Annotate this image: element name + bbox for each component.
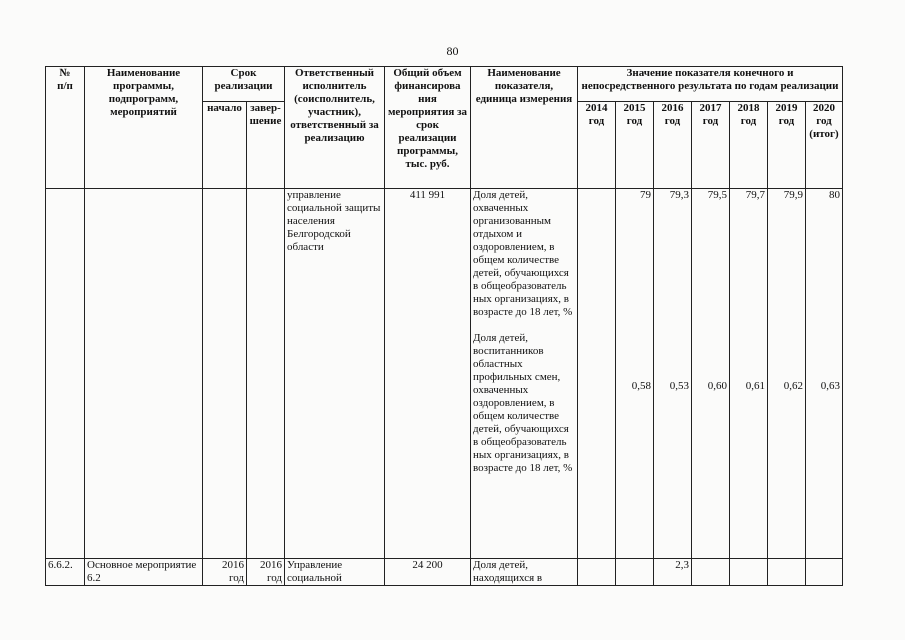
header-year-2015: 2015 год: [616, 102, 654, 189]
header-executor: Ответственный исполнитель (соисполнитель, участник), ответственный за реализацию: [285, 67, 385, 189]
header-term: Срок реализации: [203, 67, 285, 102]
header-year-2014: 2014 год: [578, 102, 616, 189]
indicator-text-2: Доля детей, воспитанников областных профильных смен, охваченных оздоровлением, в общем количестве детей, обучающихся в общеобразователь ных организациях, в возрасте до 18 лет, %: [473, 332, 573, 474]
row-financing: 24 200: [385, 559, 471, 586]
value-1-2016: 79,3: [669, 189, 689, 201]
row-start: [203, 189, 247, 559]
value-2017: [692, 559, 730, 586]
value-2-2019: 0,62: [783, 380, 803, 392]
row-num: [46, 189, 85, 559]
value-1-2020: 80: [829, 189, 840, 201]
value-2-2018: 0,61: [745, 380, 765, 392]
value-2-2017: 0,60: [707, 380, 727, 392]
value-2018: [730, 559, 768, 586]
value-2-2020: 0,63: [820, 380, 840, 392]
row-program: [85, 189, 203, 559]
value-cell-2016: [654, 189, 692, 559]
value-cell-2014: [578, 189, 616, 559]
value-2014: [578, 559, 616, 586]
row-program: Основное мероприятие 6.2: [85, 559, 203, 586]
value-cell-2018: [730, 189, 768, 559]
value-1-2017: 79,5: [707, 189, 727, 201]
header-term-end: завер- шение: [247, 102, 285, 189]
value-2016: 2,3: [654, 559, 692, 586]
header-num: № п/п: [46, 67, 85, 189]
header-indicator: Наименование показателя, единица измерения: [471, 67, 578, 189]
row-executor: управление социальной защиты населения Белгородской области: [285, 189, 385, 559]
row-num: 6.6.2.: [46, 559, 85, 586]
row-end: 2016 год: [247, 559, 285, 586]
row-start: 2016 год: [203, 559, 247, 586]
indicator-gap: [473, 319, 575, 332]
header-program: Наименование программы, подпрограмм, мероприятий: [85, 67, 203, 189]
header-year-2017: 2017 год: [692, 102, 730, 189]
header-year-2020: 2020 год (итог): [806, 102, 843, 189]
page-number: 80: [446, 44, 459, 58]
row-executor: Управление социальной: [285, 559, 385, 586]
indicator-text-1: Доля детей, охваченных организованным отдыхом и оздоровлением, в общем количестве детей, обучающихся в общеобразователь ных организациях, в возрасте до 18 лет, %: [473, 189, 573, 318]
header-year-2016: 2016 год: [654, 102, 692, 189]
header-year-2019: 2019 год: [768, 102, 806, 189]
value-2-2016: 0,53: [669, 380, 689, 392]
row-indicator: Доля детей, находящихся в: [471, 559, 578, 586]
value-2019: [768, 559, 806, 586]
value-1-2015: 79: [640, 189, 651, 201]
header-year-2018: 2018 год: [730, 102, 768, 189]
value-cell-2015: [616, 189, 654, 559]
header-values: Значение показателя конечного и непосредственного результата по годам реализации: [578, 67, 843, 102]
value-2015: [616, 559, 654, 586]
table-row: [46, 189, 843, 559]
value-2-2015: 0,58: [631, 380, 651, 392]
value-cell-2017: [692, 189, 730, 559]
value-2020: [806, 559, 843, 586]
row-indicators: [471, 189, 578, 559]
value-1-2018: 79,7: [745, 189, 765, 201]
table-row: [46, 559, 843, 586]
header-term-start: начало: [203, 102, 247, 189]
value-cell-2019: [768, 189, 806, 559]
row-end: [247, 189, 285, 559]
header-financing: Общий объем финансирова ния мероприятия за срок реализации программы, тыс. руб.: [385, 67, 471, 189]
row-financing: 411 991: [385, 189, 471, 559]
value-1-2019: 79,9: [783, 189, 803, 201]
program-table: [45, 66, 843, 586]
value-cell-2020: [806, 189, 843, 559]
